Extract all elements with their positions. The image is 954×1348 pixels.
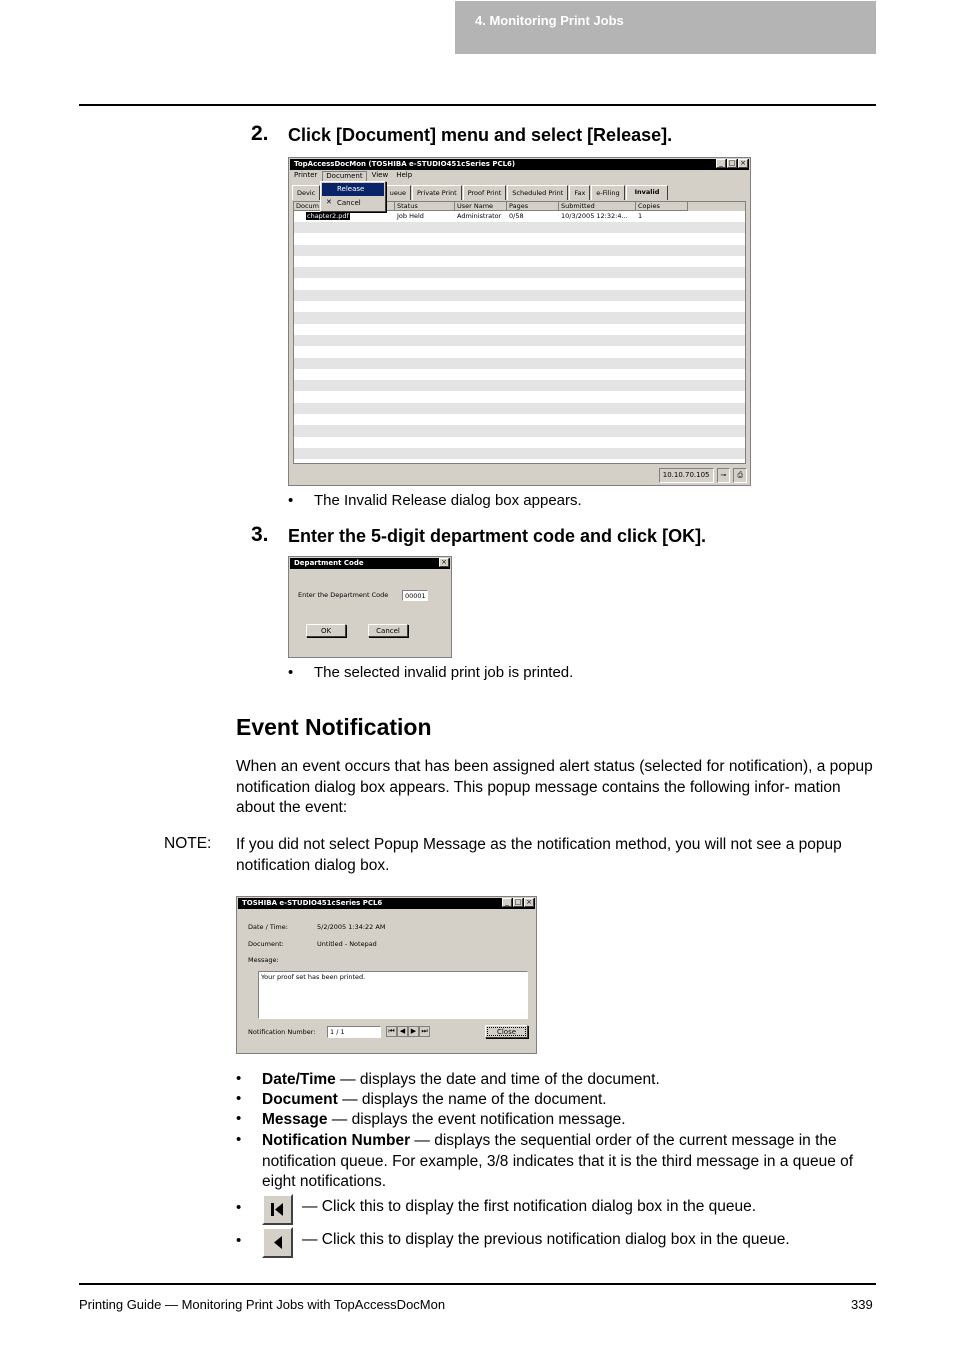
next-icon[interactable]: ▶ xyxy=(408,1026,419,1037)
step3-number: 3. xyxy=(251,523,269,546)
col-user-name[interactable]: User Name xyxy=(455,202,507,211)
bullet-dot: • xyxy=(236,1090,242,1107)
popup-window-buttons xyxy=(502,898,534,907)
previous-icon[interactable]: ◀ xyxy=(397,1026,408,1037)
previous-notification-icon xyxy=(262,1227,293,1258)
dept-code-label: Enter the Department Code xyxy=(298,591,389,599)
docmon-title: TopAccessDocMon (TOSHIBA e-STUDIO451cSeries PCL6) xyxy=(290,159,749,170)
first-notification-icon xyxy=(262,1194,293,1225)
docmon-statusbar xyxy=(292,468,747,483)
note-label: NOTE: xyxy=(164,835,212,852)
cancel-x-icon: ✕ xyxy=(326,198,332,206)
job-list-stripes xyxy=(294,222,745,459)
close-button[interactable]: Close xyxy=(485,1025,528,1038)
previous-icon-desc: — Click this to display the previous notification dialog box in the queue. xyxy=(302,1231,790,1248)
bullet-dot: • xyxy=(236,1070,242,1087)
step3-bullet: The selected invalid print job is printed. xyxy=(314,664,574,681)
row-submitted: 10/3/2005 12:32:4... xyxy=(561,212,628,220)
popup-title: TOSHIBA e-STUDIO451cSeries PCL6 xyxy=(238,898,535,909)
tab-proof-print[interactable]: Proof Print xyxy=(463,185,507,200)
step3-text: Enter the 5-digit department code and click [OK]. xyxy=(288,526,707,546)
message-box[interactable]: Your proof set has been printed. xyxy=(258,971,528,1019)
bullet-item: Message — displays the event notification message. xyxy=(262,1111,626,1128)
menu-item-release[interactable]: Release xyxy=(322,183,384,196)
tab-queue[interactable]: ueue xyxy=(321,185,411,200)
footer-title: Printing Guide — Monitoring Print Jobs with TopAccessDocMon xyxy=(79,1297,446,1312)
col-pages[interactable]: Pages xyxy=(507,202,559,211)
dept-dialog-buttons xyxy=(439,558,449,567)
row-user: Administrator xyxy=(457,212,502,220)
tab-fax[interactable]: Fax xyxy=(569,185,590,200)
date-label: Date / Time: xyxy=(248,923,288,931)
col-submitted[interactable]: Submitted xyxy=(559,202,636,211)
printer-status-icon: ⎙ xyxy=(733,468,747,483)
row-document: chapter2.pdf xyxy=(307,212,349,220)
docmon-window xyxy=(288,157,751,486)
document-menu-dropdown xyxy=(320,181,386,212)
row-copies: 1 xyxy=(638,212,643,220)
last-icon[interactable]: ⏭ xyxy=(419,1026,430,1037)
bullet-dot: • xyxy=(236,1199,242,1216)
department-code-dialog xyxy=(288,556,452,658)
table-row[interactable] xyxy=(294,211,745,222)
bullet-item: Notification Number — displays the sequential order of the current message in the notification queue. For example, 3/8 indicates that it is the third message in a queue of eight notifications. xyxy=(262,1132,854,1190)
col-copies[interactable]: Copies xyxy=(636,202,688,211)
row-pages: 0/58 xyxy=(509,212,524,220)
status-ip: 10.10.70.105 xyxy=(659,468,714,483)
first-icon[interactable]: ⏮ xyxy=(386,1026,397,1037)
menu-printer[interactable]: Printer xyxy=(294,171,318,179)
notification-popup xyxy=(236,896,537,1054)
maximize-icon[interactable]: □ xyxy=(728,159,736,167)
ok-button[interactable]: OK xyxy=(306,624,346,637)
notification-number-field: 1 / 1 xyxy=(327,1026,381,1038)
section-heading: Event Notification xyxy=(236,714,432,740)
document-label: Document: xyxy=(248,940,284,948)
section-tab: 4. Monitoring Print Jobs xyxy=(455,1,876,54)
dept-dialog-title: Department Code xyxy=(290,558,450,569)
col-document[interactable]: Docum xyxy=(294,202,322,211)
dept-code-input[interactable]: 00001 xyxy=(402,590,428,601)
first-icon-desc: — Click this to display the first notification dialog box in the queue. xyxy=(302,1198,757,1215)
page-number: 339 xyxy=(851,1297,873,1312)
bullet-dot: • xyxy=(288,664,294,681)
step2-text: Click [Document] menu and select [Release]. xyxy=(288,125,673,145)
tab-efiling[interactable]: e-Filing xyxy=(591,185,624,200)
message-label: Message: xyxy=(248,956,279,964)
minimize-icon[interactable]: _ xyxy=(502,898,512,907)
close-icon[interactable]: × xyxy=(439,558,449,567)
bullet-item: Date/Time — displays the date and time of the document. xyxy=(262,1071,660,1088)
step2-number: 2. xyxy=(251,122,269,145)
notification-number-label: Notification Number: xyxy=(248,1028,316,1036)
row-status: Job Held xyxy=(397,212,424,220)
document-value: Untitled - Notepad xyxy=(317,940,377,948)
date-value: 5/2/2005 1:34:22 AM xyxy=(317,923,386,931)
maximize-icon[interactable]: □ xyxy=(514,898,522,906)
menu-document[interactable]: Document xyxy=(322,171,366,181)
bullet-dot: • xyxy=(236,1131,242,1148)
bullet-dot: • xyxy=(236,1110,242,1127)
popup-nav xyxy=(386,1026,430,1037)
event-paragraph: When an event occurs that has been assigned alert status (selected for notification), a popup notification dialog box appears. This popup message contains the following infor- mation about the event: xyxy=(236,758,873,816)
docmon-menubar xyxy=(291,171,415,181)
tab-device[interactable]: Devic xyxy=(292,185,320,200)
bottom-rule xyxy=(79,1283,876,1285)
bullet-dot: • xyxy=(288,492,294,509)
tab-invalid[interactable]: Invalid xyxy=(626,185,669,200)
col-status[interactable]: Status xyxy=(395,202,455,211)
docmon-window-buttons xyxy=(716,159,748,168)
bullet-item: Document — displays the name of the document. xyxy=(262,1091,607,1108)
menu-view[interactable]: View xyxy=(371,171,389,179)
menu-item-cancel[interactable]: ✕ Cancel xyxy=(326,198,361,207)
close-icon[interactable]: × xyxy=(524,898,534,907)
tab-private-print[interactable]: Private Print xyxy=(412,185,462,200)
step2-bullet: The Invalid Release dialog box appears. xyxy=(314,492,582,509)
top-rule xyxy=(79,104,876,106)
cancel-button[interactable]: Cancel xyxy=(368,624,408,637)
bullet-dot: • xyxy=(236,1232,242,1249)
minimize-icon[interactable]: _ xyxy=(716,159,726,168)
note-text: If you did not select Popup Message as the notification method, you will not see a popup notification dialog box. xyxy=(236,836,842,874)
job-list xyxy=(293,201,746,464)
connection-icon: ⊸ xyxy=(717,468,731,483)
tab-scheduled-print[interactable]: Scheduled Print xyxy=(507,185,568,200)
menu-help[interactable]: Help xyxy=(396,171,413,179)
close-icon[interactable]: × xyxy=(738,159,748,168)
